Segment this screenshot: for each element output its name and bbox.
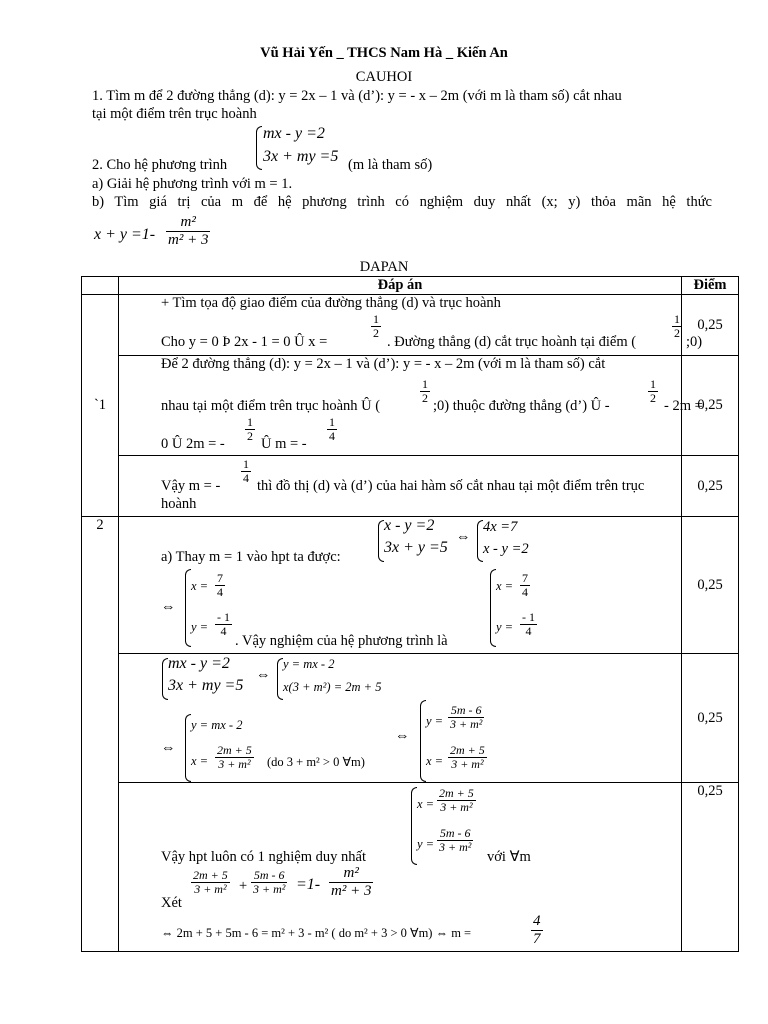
r5-sysD-2-frac: $\frac{2m + 5}{\text{3 + m²}}$ (450, 743, 485, 771)
r1-line-1: + Tìm tọa độ giao điểm của đường thẳng (d) và trục hoành (161, 295, 501, 311)
r2-half-3: $\frac{1}{2}$ (247, 415, 253, 443)
header-answer: Đáp án (119, 277, 682, 295)
r6-points: 0,25 (682, 783, 739, 952)
system-equation-1: mx - y =2 (263, 125, 325, 142)
r4-y-lhs-2: y = (496, 620, 514, 634)
question-2-suffix: (m là tham số) (348, 157, 433, 173)
table-row (82, 295, 739, 356)
formula-denominator: m² + 3 (168, 232, 209, 248)
r3-line-1a: Vậy m = - (161, 478, 221, 494)
table-row (82, 517, 739, 654)
r4-y-frac: $\frac{- 1}{4}$ (217, 610, 230, 638)
system-brace (256, 126, 262, 170)
r5-sysC-2-frac: $\frac{2m + 5}{\text{3 + m²}}$ (217, 743, 252, 771)
r3-line-1b: thì đồ thị (d) và (d’) của hai hàm số cắt nhau tại một điểm trên trục (257, 478, 645, 494)
r4-conclusion: . Vậy nghiệm của hệ phương trình là (235, 633, 448, 649)
r4-text: a) Thay m = 1 vào hpt ta được: (161, 549, 341, 565)
question-1-line-1: 1. Tìm m để 2 đường thẳng (d): y = 2x – 1 và (d’): y = - x – 2m (với m là tham số) cắt nhau (92, 88, 622, 104)
r5-equiv-3: ⇔ (395, 728, 410, 744)
r2-line-3a: 0 Û 2m = - (161, 436, 225, 452)
answers-title: DAPAN (359, 259, 409, 275)
r6-final: ⇔ 2m + 5 + 5m - 6 = m² + 3 - m² ( do m² + 3 > 0 ∀m) ⇔ m = (161, 926, 472, 940)
formula-numerator: m² (166, 214, 210, 232)
table-header-row (82, 277, 739, 295)
questions-title: CAUHOI (355, 69, 413, 85)
r4-x-lhs-2: x = (496, 579, 514, 593)
r6-f2: $\frac{5m - 6}{\text{3 + m²}}$ (253, 868, 286, 896)
r3-quarter: $\frac{1}{4}$ (243, 457, 249, 485)
r5-sysB-2: x(3 + m²) = 2m + 5 (283, 680, 382, 694)
r5-brace-d (420, 700, 426, 782)
r5-sysC-2-lhs: x = (191, 754, 209, 768)
r2-line-3b: Û m = - (261, 436, 307, 452)
r4-sysB-1: 4x =7 (483, 519, 518, 535)
r6-f1: $\frac{2m + 5}{\text{3 + m²}}$ (193, 868, 228, 896)
table-row (82, 783, 739, 952)
question-2b: b) Tìm giá trị của m để hệ phương trình có nghiệm duy nhất (x; y) thỏa mãn hệ thức (92, 194, 712, 210)
r6-line-1b: với ∀m (487, 849, 531, 865)
r2-line-2a: nhau tại một điểm trên trục hoành Û ( (161, 398, 381, 414)
r3-points: 0,25 (682, 456, 739, 517)
r6-xet: Xét (161, 895, 182, 911)
q2-label: 2 (82, 517, 119, 952)
r2-half-2: $\frac{1}{2}$ (650, 377, 656, 405)
r6-plus: + (239, 878, 248, 894)
r2-half: $\frac{1}{2}$ (422, 377, 428, 405)
formula-fraction (164, 214, 212, 249)
r4-equiv-2: ⇔ (161, 599, 176, 615)
r1-line-2a: Cho y = 0 Þ 2x - 1 = 0 Û x = (161, 334, 328, 350)
r6-final-frac: $\frac{4}{7}$ (533, 913, 541, 947)
r5-equiv-1: ⇔ (256, 667, 271, 683)
r4-x-lhs: x = (191, 579, 209, 593)
r4-sysB-2: x - y =2 (483, 541, 529, 557)
system-equation-2: 3x + my =5 (263, 148, 339, 165)
r1-line-2b: . Đường thẳng (d) cắt trục hoành tại điểm ( (387, 334, 637, 350)
r6-line-1a: Vậy hpt luôn có 1 nghiệm duy nhất (161, 849, 366, 865)
answer-table (81, 276, 739, 952)
r4-y-lhs: y = (191, 620, 209, 634)
r5-sysA-1: mx - y =2 (168, 655, 230, 672)
r2-quarter: $\frac{1}{4}$ (329, 415, 335, 443)
r1-half: $\frac{1}{2}$ (373, 312, 379, 340)
r5-equiv-2: ⇔ (161, 740, 176, 756)
author-line: Vũ Hải Yến _ THCS Nam Hà _ Kiến An (260, 45, 508, 61)
r6-sys-1-frac: $\frac{2m + 5}{\text{3 + m²}}$ (439, 786, 474, 814)
r1-points: 0,25 (682, 295, 739, 356)
r1-half-2: $\frac{1}{2}$ (674, 312, 680, 340)
r3-line-2: hoành (161, 496, 197, 512)
r6-f3: $\frac{\text{m²}}{\text{m² + 3}}$ (331, 865, 372, 899)
r5-sysC-1: y = mx - 2 (191, 718, 243, 732)
r5-note: (do 3 + m² > 0 ∀m) (267, 755, 365, 769)
formula-left: x + y =1- (94, 226, 156, 243)
q1-label: `1 (82, 295, 119, 517)
r6-sys-1-lhs: x = (417, 797, 435, 811)
r5-sysA-2: 3x + my =5 (168, 677, 244, 694)
r5-sysD-1-frac: $\frac{5m - 6}{\text{3 + m²}}$ (450, 703, 483, 731)
r2-line-2b: ;0) thuộc đường thẳng (d’) Û - (433, 398, 610, 414)
header-points: Điểm (682, 277, 739, 295)
header-empty (82, 277, 119, 295)
r2-line-1: Để 2 đường thẳng (d): y = 2x – 1 và (d’): y = - x – 2m (với m là tham số) cắt (161, 356, 606, 372)
table-row (82, 456, 739, 517)
r5-sysD-2-lhs: x = (426, 754, 444, 768)
r6-sys-2-lhs: y = (417, 837, 435, 851)
r2-points: 0,25 (682, 356, 739, 456)
r4-sysA-2: 3x + y =5 (384, 539, 448, 556)
r4-y-frac-2: $\frac{- 1}{4}$ (522, 610, 535, 638)
table-row (82, 654, 739, 783)
r4-x-frac-2: $\frac{7}{4}$ (522, 571, 528, 599)
table-row (82, 356, 739, 456)
r6-eq: =1- (296, 876, 321, 893)
r4-x-frac: $\frac{7}{4}$ (217, 571, 223, 599)
question-2a: a) Giải hệ phương trình với m = 1. (92, 176, 293, 192)
r4-equiv-1: ⇔ (456, 529, 471, 545)
r5-sysB-1: y = mx - 2 (283, 657, 335, 671)
r4-sysA-1: x - y =2 (384, 517, 435, 534)
r1-line-2c: ;0) (686, 334, 703, 350)
r5-points: 0,25 (682, 654, 739, 783)
r2-line-2c: - 2m = (664, 398, 703, 414)
r6-sys-2-frac: $\frac{5m - 6}{\text{3 + m²}}$ (439, 826, 472, 854)
question-2-prefix: 2. Cho hệ phương trình (92, 157, 228, 173)
question-1-line-2: tại một điểm trên trục hoành (92, 106, 257, 122)
r4-points: 0,25 (682, 517, 739, 654)
r5-sysD-1-lhs: y = (426, 714, 444, 728)
